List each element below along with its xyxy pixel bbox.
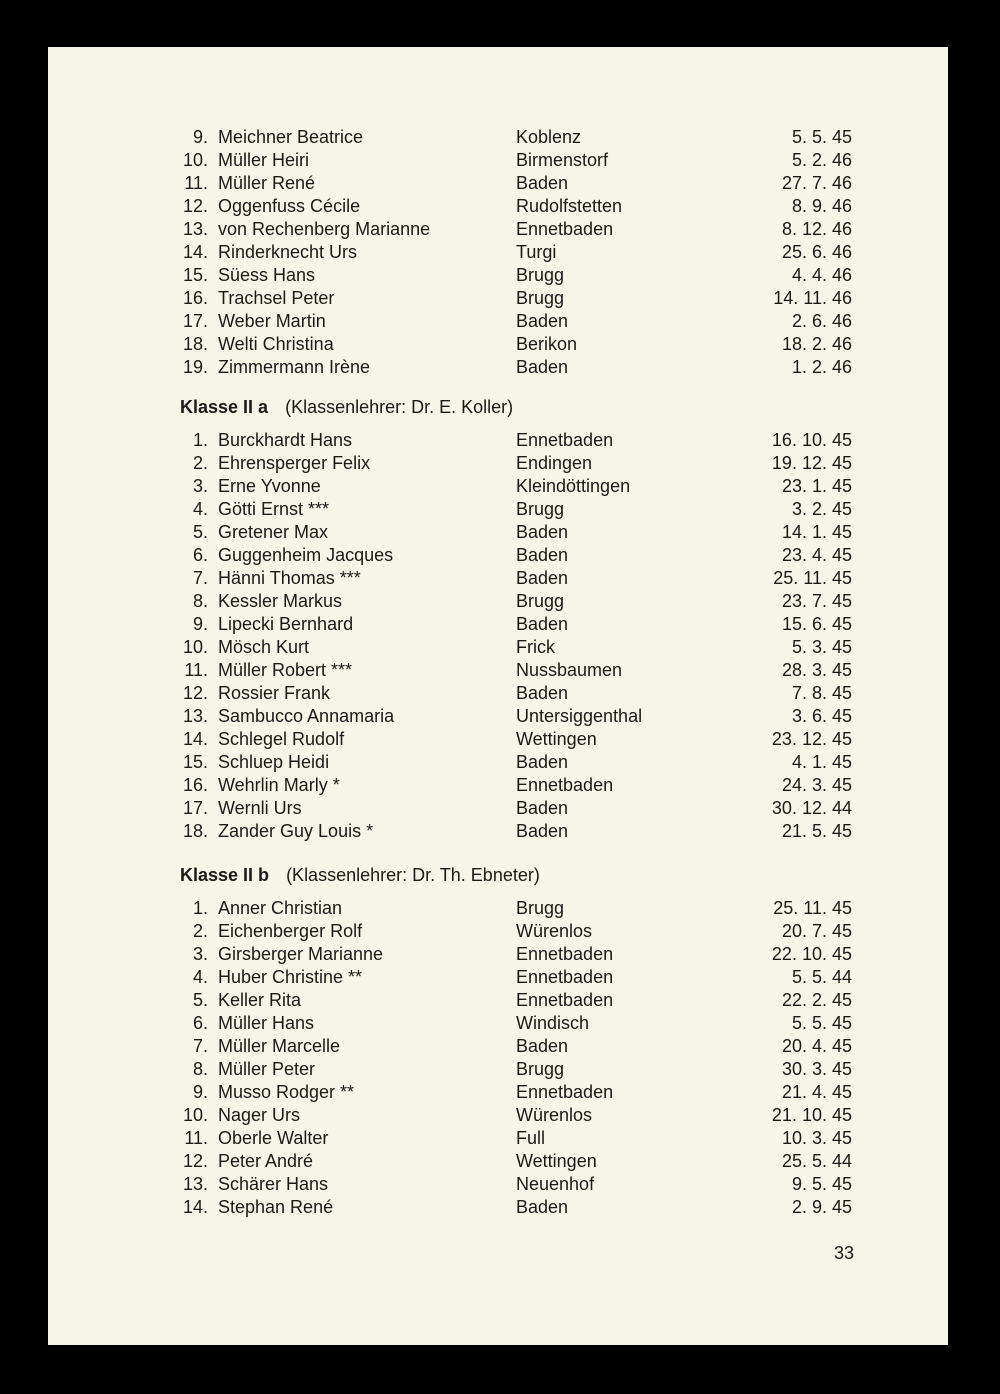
student-number: 10.: [182, 1105, 208, 1125]
student-name: Sambucco Annamaria: [218, 706, 395, 726]
student-name: Müller Hans: [218, 1013, 315, 1033]
student-name: Lipecki Bernhard: [218, 614, 354, 634]
student-birthdate: 24. 3. 45: [781, 775, 852, 795]
student-birthdate: 25. 11. 45: [773, 898, 852, 918]
student-place: Full: [516, 1128, 546, 1148]
student-name: Burckhardt Hans: [218, 430, 353, 450]
student-place: Würenlos: [516, 921, 593, 941]
student-place: Ennetbaden: [516, 967, 614, 987]
student-number: 11.: [184, 660, 208, 680]
student-name: Götti Ernst ***: [218, 499, 330, 519]
student-name: Keller Rita: [218, 990, 302, 1010]
student-name: Peter André: [218, 1151, 314, 1171]
student-place: Windisch: [516, 1013, 590, 1033]
student-place: Ennetbaden: [516, 1082, 614, 1102]
student-place: Wettingen: [516, 729, 597, 749]
student-number: 5.: [192, 522, 208, 542]
student-birthdate: 20. 4. 45: [781, 1036, 852, 1056]
student-name: Erne Yvonne: [218, 476, 321, 496]
student-number: 17.: [182, 798, 208, 818]
page-number: 33: [833, 1243, 854, 1263]
student-number: 7.: [192, 568, 208, 588]
student-number: 11.: [184, 173, 208, 193]
student-number: 2.: [192, 453, 208, 473]
student-place: Baden: [516, 311, 569, 331]
student-number: 13.: [182, 219, 208, 239]
student-birthdate: 20. 7. 45: [781, 921, 852, 941]
student-birthdate: 10. 3. 45: [781, 1128, 852, 1148]
student-birthdate: 22. 10. 45: [771, 944, 852, 964]
list-item: [48, 310, 948, 332]
list-item: [48, 264, 948, 286]
student-place: Rudolfstetten: [516, 196, 623, 216]
list-item: [48, 1035, 948, 1057]
student-name: Süess Hans: [218, 265, 316, 285]
student-number: 8.: [192, 591, 208, 611]
student-number: 3.: [192, 476, 208, 496]
student-birthdate: 23. 1. 45: [781, 476, 852, 496]
student-name: Eichenberger Rolf: [218, 921, 363, 941]
student-birthdate: 4. 1. 45: [791, 752, 852, 772]
student-birthdate: 23. 12. 45: [771, 729, 852, 749]
student-name: Welti Christina: [218, 334, 334, 354]
student-place: Frick: [516, 637, 555, 657]
student-place: Neuenhof: [516, 1174, 595, 1194]
student-place: Brugg: [516, 591, 565, 611]
student-birthdate: 14. 11. 46: [773, 288, 852, 308]
student-birthdate: 8. 9. 46: [791, 196, 852, 216]
student-name: Müller Robert ***: [218, 660, 353, 680]
list-item: [48, 544, 948, 566]
student-name: Müller Peter: [218, 1059, 316, 1079]
student-place: Baden: [516, 614, 569, 634]
student-place: Ennetbaden: [516, 219, 614, 239]
student-number: 14.: [182, 729, 208, 749]
student-number: 11.: [184, 1128, 208, 1148]
student-place: Berikon: [516, 334, 578, 354]
list-item: [48, 774, 948, 796]
student-birthdate: 2. 9. 45: [791, 1197, 852, 1217]
list-item: [48, 728, 948, 750]
student-name: Guggenheim Jacques: [218, 545, 394, 565]
student-birthdate: 16. 10. 45: [771, 430, 852, 450]
student-place: Brugg: [516, 898, 565, 918]
student-name: Ehrensperger Felix: [218, 453, 371, 473]
student-name: Zimmermann Irène: [218, 357, 371, 377]
list-item: [48, 429, 948, 451]
student-number: 13.: [182, 706, 208, 726]
list-item: [48, 613, 948, 635]
student-birthdate: 15. 6. 45: [781, 614, 852, 634]
student-birthdate: 5. 5. 45: [791, 127, 852, 147]
student-birthdate: 23. 4. 45: [781, 545, 852, 565]
student-number: 18.: [182, 821, 208, 841]
student-place: Ennetbaden: [516, 944, 614, 964]
student-number: 3.: [192, 944, 208, 964]
student-number: 1.: [192, 430, 208, 450]
student-number: 13.: [182, 1174, 208, 1194]
student-number: 16.: [182, 775, 208, 795]
list-item: [48, 1012, 948, 1034]
list-item: [48, 241, 948, 263]
student-number: 12.: [182, 683, 208, 703]
student-birthdate: 23. 7. 45: [781, 591, 852, 611]
list-item: [48, 126, 948, 148]
list-item: [48, 1173, 948, 1195]
student-place: Baden: [516, 798, 569, 818]
student-place: Baden: [516, 1036, 569, 1056]
student-number: 16.: [182, 288, 208, 308]
list-item: [48, 1058, 948, 1080]
list-item: [48, 682, 948, 704]
student-number: 7.: [192, 1036, 208, 1056]
student-place: Baden: [516, 522, 569, 542]
list-item: [48, 452, 948, 474]
student-number: 8.: [192, 1059, 208, 1079]
student-place: Würenlos: [516, 1105, 593, 1125]
student-birthdate: 18. 2. 46: [781, 334, 852, 354]
student-place: Baden: [516, 545, 569, 565]
student-birthdate: 3. 2. 45: [791, 499, 852, 519]
student-number: 6.: [192, 1013, 208, 1033]
student-birthdate: 21. 10. 45: [771, 1105, 852, 1125]
student-number: 12.: [182, 1151, 208, 1171]
class-title: Klasse II a: [180, 397, 269, 417]
student-place: Ennetbaden: [516, 990, 614, 1010]
class-2b-header: [180, 865, 540, 886]
student-name: Schluep Heidi: [218, 752, 330, 772]
student-place: Baden: [516, 1197, 569, 1217]
student-name: Trachsel Peter: [218, 288, 335, 308]
student-number: 9.: [192, 127, 208, 147]
student-place: Baden: [516, 683, 569, 703]
student-place: Kleindöttingen: [516, 476, 631, 496]
student-name: Rossier Frank: [218, 683, 331, 703]
student-birthdate: 21. 5. 45: [781, 821, 852, 841]
student-birthdate: 2. 6. 46: [791, 311, 852, 331]
student-place: Brugg: [516, 499, 565, 519]
student-birthdate: 9. 5. 45: [791, 1174, 852, 1194]
list-item: [48, 1150, 948, 1172]
student-birthdate: 25. 11. 45: [773, 568, 852, 588]
student-name: Wernli Urs: [218, 798, 302, 818]
student-place: Nussbaumen: [516, 660, 623, 680]
list-item: [48, 172, 948, 194]
student-name: Rinderknecht Urs: [218, 242, 358, 262]
student-name: Gretener Max: [218, 522, 329, 542]
student-birthdate: 7. 8. 45: [791, 683, 852, 703]
list-item: [48, 475, 948, 497]
list-item: [48, 1196, 948, 1218]
student-birthdate: 1. 2. 46: [791, 357, 852, 377]
student-number: 1.: [192, 898, 208, 918]
student-number: 10.: [182, 637, 208, 657]
student-number: 14.: [182, 1197, 208, 1217]
student-name: Musso Rodger **: [218, 1082, 355, 1102]
student-place: Baden: [516, 568, 569, 588]
student-name: Mösch Kurt: [218, 637, 310, 657]
list-item: [48, 333, 948, 355]
class-teacher: (Klassenlehrer: Dr. E. Koller): [285, 397, 514, 417]
student-name: Girsberger Marianne: [218, 944, 384, 964]
student-place: Baden: [516, 821, 569, 841]
student-birthdate: 3. 6. 45: [791, 706, 852, 726]
student-number: 6.: [192, 545, 208, 565]
student-name: Schlegel Rudolf: [218, 729, 345, 749]
student-name: Schärer Hans: [218, 1174, 329, 1194]
student-number: 12.: [182, 196, 208, 216]
student-place: Brugg: [516, 288, 565, 308]
student-place: Baden: [516, 752, 569, 772]
list-item: [48, 287, 948, 309]
list-item: [48, 659, 948, 681]
list-item: [48, 636, 948, 658]
student-number: 9.: [192, 1082, 208, 1102]
student-place: Turgi: [516, 242, 557, 262]
list-item: [48, 943, 948, 965]
student-name: Müller Heiri: [218, 150, 310, 170]
student-place: Endingen: [516, 453, 593, 473]
list-item: [48, 356, 948, 378]
student-number: 5.: [192, 990, 208, 1010]
student-name: Oberle Walter: [218, 1128, 329, 1148]
student-number: 17.: [182, 311, 208, 331]
student-name: Stephan René: [218, 1197, 334, 1217]
student-name: Anner Christian: [218, 898, 343, 918]
student-place: Koblenz: [516, 127, 582, 147]
student-place: Untersiggenthal: [516, 706, 643, 726]
list-item: [48, 195, 948, 217]
student-name: Müller René: [218, 173, 316, 193]
student-birthdate: 25. 6. 46: [781, 242, 852, 262]
list-item: [48, 966, 948, 988]
student-number: 10.: [182, 150, 208, 170]
student-birthdate: 5. 2. 46: [791, 150, 852, 170]
list-item: [48, 567, 948, 589]
list-item: [48, 1081, 948, 1103]
list-item: [48, 498, 948, 520]
student-birthdate: 25. 5. 44: [781, 1151, 852, 1171]
student-birthdate: 14. 1. 45: [781, 522, 852, 542]
student-number: 2.: [192, 921, 208, 941]
list-item: [48, 149, 948, 171]
student-place: Brugg: [516, 265, 565, 285]
student-birthdate: 5. 5. 45: [791, 1013, 852, 1033]
list-item: [48, 1127, 948, 1149]
student-place: Ennetbaden: [516, 775, 614, 795]
student-birthdate: 5. 3. 45: [791, 637, 852, 657]
list-item: [48, 218, 948, 240]
student-place: Baden: [516, 357, 569, 377]
student-birthdate: 8. 12. 46: [781, 219, 852, 239]
student-name: Meichner Beatrice: [218, 127, 364, 147]
list-item: [48, 521, 948, 543]
student-number: 4.: [192, 967, 208, 987]
student-place: Brugg: [516, 1059, 565, 1079]
student-number: 9.: [192, 614, 208, 634]
student-name: Zander Guy Louis *: [218, 821, 374, 841]
list-item: [48, 920, 948, 942]
student-number: 18.: [182, 334, 208, 354]
class-title: Klasse II b: [180, 865, 270, 885]
student-number: 14.: [182, 242, 208, 262]
student-name: Huber Christine **: [218, 967, 363, 987]
list-item: [48, 705, 948, 727]
student-place: Wettingen: [516, 1151, 597, 1171]
list-item: [48, 989, 948, 1011]
student-number: 15.: [182, 752, 208, 772]
list-item: [48, 820, 948, 842]
student-name: Oggenfuss Cécile: [218, 196, 361, 216]
student-name: Kessler Markus: [218, 591, 343, 611]
student-birthdate: 21. 4. 45: [781, 1082, 852, 1102]
student-name: Wehrlin Marly *: [218, 775, 340, 795]
student-birthdate: 28. 3. 45: [781, 660, 852, 680]
student-number: 15.: [182, 265, 208, 285]
list-item: [48, 590, 948, 612]
list-item: [48, 797, 948, 819]
student-place: Birmenstorf: [516, 150, 609, 170]
student-name: von Rechenberg Marianne: [218, 219, 431, 239]
student-place: Baden: [516, 173, 569, 193]
student-number: 19.: [182, 357, 208, 377]
student-birthdate: 27. 7. 46: [781, 173, 852, 193]
class-teacher: (Klassenlehrer: Dr. Th. Ebneter): [286, 865, 540, 885]
student-birthdate: 30. 3. 45: [781, 1059, 852, 1079]
list-item: [48, 751, 948, 773]
student-name: Hänni Thomas ***: [218, 568, 361, 588]
document-page: [48, 47, 948, 1345]
list-item: [48, 897, 948, 919]
student-name: Nager Urs: [218, 1105, 301, 1125]
class-2a-header: [180, 397, 513, 418]
student-birthdate: 4. 4. 46: [791, 265, 852, 285]
student-birthdate: 30. 12. 44: [771, 798, 852, 818]
student-birthdate: 22. 2. 45: [781, 990, 852, 1010]
student-name: Müller Marcelle: [218, 1036, 341, 1056]
list-item: [48, 1104, 948, 1126]
student-place: Ennetbaden: [516, 430, 614, 450]
student-number: 4.: [192, 499, 208, 519]
student-name: Weber Martin: [218, 311, 326, 331]
student-birthdate: 5. 5. 44: [791, 967, 852, 987]
student-birthdate: 19. 12. 45: [771, 453, 852, 473]
